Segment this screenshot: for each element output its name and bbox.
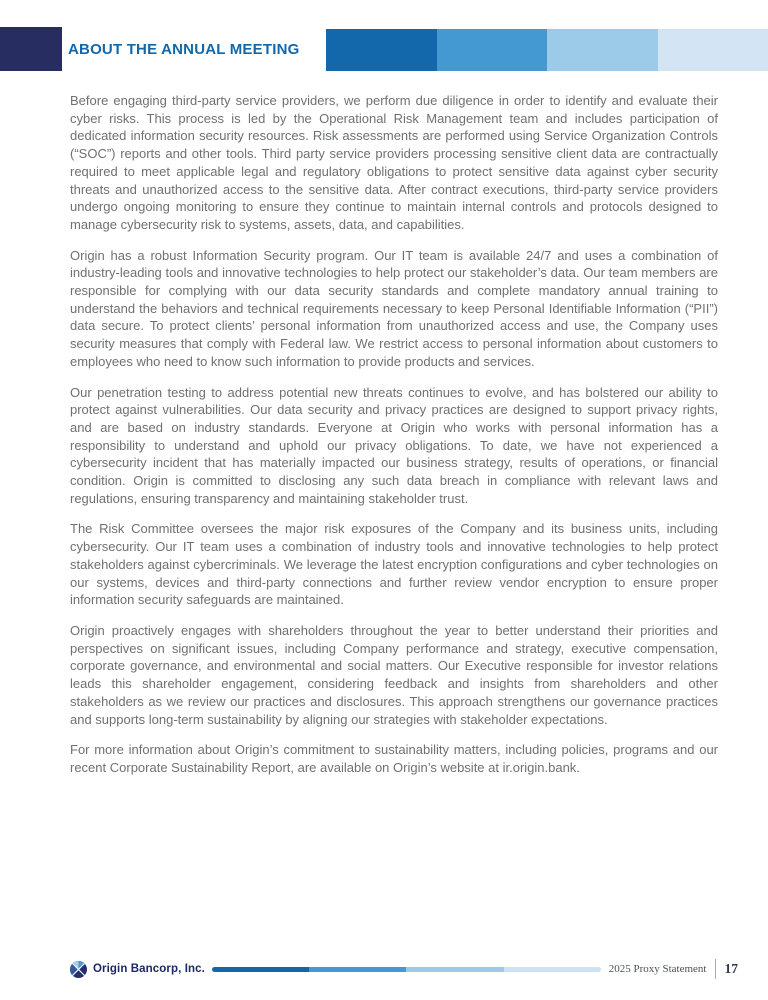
body-paragraph: The Risk Committee oversees the major risk exposures of the Company and its business units, including cybersecurity. Our IT team uses a combination of industry tools and innovative technologies to help protect stakeholders against cybercriminals. We leverage the latest encryption configurations and cyber technologies on our systems, devices and third-party connections and further review vendor encryption to ensure proper information security safeguards are maintained.: [70, 521, 718, 608]
origin-globe-icon: [70, 961, 87, 978]
body-content: [70, 92, 718, 790]
header-accent-block: [0, 27, 62, 71]
body-paragraph: Origin has a robust Information Security program. Our IT team is available 24/7 and uses a combination of industry-leading tools and innovative technologies to help protect our stakeholder’s data. Our team members are responsible for complying with our data security standards and complete mandatory annual training to understand the behaviors and technical requirements necessary to keep Personal Identifiable Information (“PII”) data secure. To protect clients’ personal information from unauthorized access and use, the Company uses security measures that comply with Federal law. We restrict access to personal information about customers to employees who need to know such information to provide products and services.: [70, 247, 718, 369]
body-paragraph: Origin proactively engages with shareholders throughout the year to better understand their priorities and perspectives on significant issues, including Company performance and strategy, executive compensation, corporate governance, and environmental and social matters. Our Executive responsible for investor relations leads this shareholder engagement, considering feedback and insights from shareholders and other stakeholders as we review our practices and disclosures. This approach strengthens our governance practices and supports long-term sustainability by aligning our strategies with stakeholder expectations.: [70, 622, 718, 727]
footer-company-name: Origin Bancorp, Inc.: [93, 963, 205, 975]
footer-gradient-bar: [212, 967, 601, 972]
gradient-segment: [212, 967, 309, 972]
page-title: ABOUT THE ANNUAL MEETING: [68, 40, 300, 58]
gradient-segment: [406, 967, 503, 972]
footer-page-info: [609, 959, 738, 979]
gradient-segment: [504, 967, 601, 972]
page-footer: [70, 957, 738, 981]
gradient-segment: [547, 29, 658, 71]
gradient-segment: [309, 967, 406, 972]
header-gradient-bar: [326, 29, 768, 71]
body-paragraph: Before engaging third-party service providers, we perform due diligence in order to identify and evaluate their cyber risks. This process is led by the Operational Risk Management team and includes participation of dedicated information security resources. Risk assessments are performed using Service Organization Controls (“SOC”) reports and other tools. Third party service providers processing sensitive client data are contractually required to meet applicable legal and regulatory obligations to protect sensitive data against cyber security threats and unauthorized access to the sensitive data. After contract executions, third-party service providers undergo ongoing monitoring to ensure they continue to maintain internal controls and protocols designed to manage cybersecurity risk to systems, assets, data, and capabilities.: [70, 93, 718, 232]
gradient-segment: [437, 29, 548, 71]
page-number: 17: [724, 961, 738, 976]
gradient-segment: [326, 29, 437, 71]
gradient-segment: [658, 29, 768, 71]
footer-divider: [715, 959, 716, 979]
body-paragraph: For more information about Origin’s commitment to sustainability matters, including policies, programs and our recent Corporate Sustainability Report, are available on Origin’s website at ir.origin.bank.: [70, 742, 718, 775]
document-label: 2025 Proxy Statement: [608, 963, 707, 975]
body-paragraph: Our penetration testing to address potential new threats continues to evolve, and has bolstered our ability to protect against vulnerabilities. Our data security and privacy practices are designed to support privacy rights, and are based on industry standards. Everyone at Origin who works with personal information has a responsibility to understand and uphold our privacy obligations. To date, we have not experienced a cybersecurity incident that has materially impacted our business strategy, results of operations, or financial condition. Origin is committed to disclosing any such data breach in compliance with relevant laws and regulations, ensuring transparency and maintaining stakeholder trust.: [70, 384, 718, 506]
